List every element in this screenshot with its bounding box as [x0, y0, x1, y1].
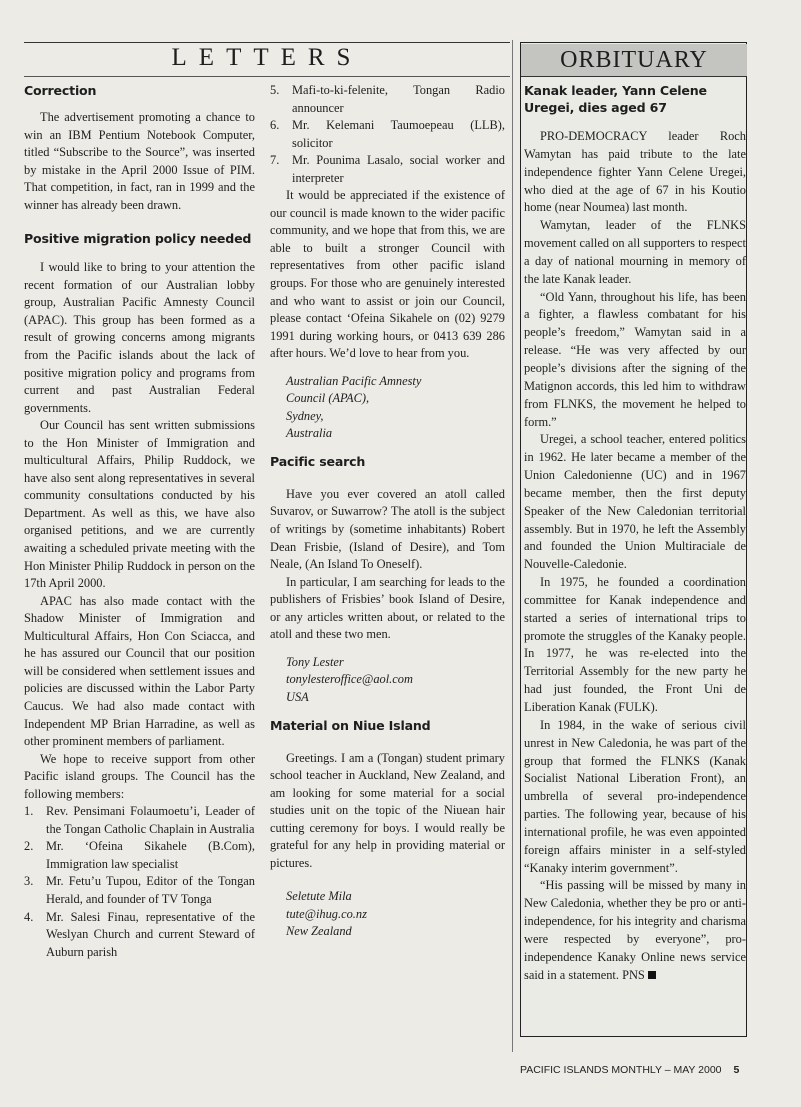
council-members-list	[24, 803, 255, 961]
page-number: 5	[733, 1064, 740, 1076]
migration-paragraph: APAC has also made contact with the Shadow Minister of Immigration and Multicultural Affairs, Hon Con Sciacca, and he has assured our Council that our position will be considered when settlement issues and policies are discussed within the Labor Party Caucus. We had also made contact with Independent MP Brian Harradine, as well as other prominent members of parliament.	[24, 593, 255, 749]
obituary-column	[524, 82, 746, 985]
top-rule	[24, 42, 510, 43]
pacific-search-paragraph: Have you ever covered an atoll called Suvarov, or Suwarrow? The atoll is the subject of writings by (sometime inhabitants) Robert Dean Frisbie, (Island of Desire), and Tom Neale, (An Island To Oneself).	[270, 486, 505, 572]
member-list-item: 2. Mr. ‘Ofeina Sikahele (B.Com), Immigration law specialist	[24, 839, 255, 871]
letters-left-column	[24, 82, 255, 961]
pacific-search-paragraph: In particular, I am searching for leads to the publishers of Frisbies’ book Island of Desire, or any articles written about, or related to the atoll and these two men.	[270, 574, 505, 642]
column-divider	[512, 40, 513, 1052]
correction-body: The advertisement promoting a chance to win an IBM Pentium Notebook Computer, titled “Subscribe to the Source”, was inserted by mistake in the April 2000 Issue of PIM. That competition, in fact, ran in 1999 and the winner has already been drawn.	[24, 110, 255, 212]
obituary-paragraph: PRO-DEMOCRACY leader Roch Wamytan has paid tribute to the late independence fighter Yann Celene Uregei, who died at the age of 67 in his Koutio home (near Noumea) last month.	[524, 129, 746, 215]
member-list-item: 4. Mr. Salesi Finau, representative of the Weslyan Church and current Steward of Auburn parish	[24, 909, 255, 959]
member-list-item: 5. Mafi-to-ki-felenite, Tongan Radio announcer	[270, 83, 505, 115]
migration-paragraph: We hope to receive support from other Pacific island groups. The Council has the following members:	[24, 751, 255, 801]
council-members-list-continued	[270, 82, 505, 187]
correction-heading: Correction	[24, 83, 97, 98]
migration-paragraph: Our Council has sent written submissions to the Hon Minister of Immigration and multicultural Affairs, Philip Ruddock, we have also sent along representatives in several community consultations conducted by his Department. As well as this, we have also organised petitions, and we are currently awaiting a scheduled private meeting with the Hon Minister Philip Ruddock in person on the 17th April 2000.	[24, 418, 255, 591]
migration-heading: Positive migration policy needed	[24, 231, 252, 247]
letters-middle-column	[270, 82, 505, 941]
niue-paragraph: Greetings. I am a (Tongan) student primary school teacher in Auckland, New Zealand, and am looking for some material for a social studies unit on the topic of the Niuean hair cutting ceremony for boys. I would really be grateful for any help in providing material or pictures.	[270, 750, 505, 870]
obituary-paragraph: In 1984, in the wake of serious civil unrest in New Caledonia, he was part of the group that formed the FLNKS (Kanak Socialist National Liberation Front), an umbrella of several pro-independence parties. The following year, because of his international profile, he was even appointed foreign affairs minister in a self-styled “Kanaky interim government”.	[524, 717, 746, 875]
end-mark-icon	[648, 971, 656, 979]
obituary-paragraph: Uregei, a school teacher, entered politics in 1962. He later became a member of the Union Caledonienne (UC) and in 1967 became member, then the first deputy Speaker of the New Caledonian territorial assembly. But in 1970, he left the Assembly and founded the Union Multiraciale de Nouvelle-Caledonie.	[524, 432, 746, 572]
letters-section-title: LETTERS	[171, 44, 363, 71]
obituary-last-paragraph-text: “His passing will be missed by many in New Caledonia, whether they be pro or anti-independence, for his integrity and charisma were respected by everyone”, pro-independence Kanaky Online news service said in a statement. PNS	[524, 878, 746, 982]
migration-paragraph: It would be appreciated if the existence of our council is made known to the wider pacific community, and we hope that from this, we are able to built a stronger Council with representatives from other pacific island groups. For those who are genuinely interested and who want to assist or join our Council, please contact ‘Ofeina Sikahele on (02) 9279 1991 during working hours, or 0413 639 286 after hours. We’d love to hear from you.	[270, 188, 505, 361]
member-list-item: 1. Rev. Pensimani Folaumoetu’i, Leader of the Tongan Catholic Chaplain in Australia	[24, 804, 255, 836]
obituary-paragraph	[524, 877, 746, 984]
obituary-paragraph: In 1975, he founded a coordination committee for Kanak independence and started a series of international trips to promote the struggles of the Kanaky people. In 1977, he was re-elected into the Territorial Assembly for the new party he had just founded, the Front Uni de Liberation Kanak (FULK).	[524, 575, 746, 714]
pacific-search-heading: Pacific search	[270, 453, 366, 469]
obituary-paragraph: “Old Yann, throughout his life, has been a fighter, a flawless combatant for his people’s freedom,” Wamytan said in a release. “He was very affected by our people’s divisions after the signing of the Matignon accords, this led him to withdraw from FLNKS, the movement he helped to form.”	[524, 289, 746, 429]
obituary-paragraph: Wamytan, leader of the FLNKS movement called on all supporters to respect a day of national mourning in memory of the late Kanak leader.	[524, 218, 746, 286]
member-list-item: 6. Mr. Kelemani Taumoepeau (LLB), solicitor	[270, 118, 505, 150]
obituary-title: ORBITUARY	[521, 44, 747, 77]
migration-paragraph: I would like to bring to your attention the recent formation of our Australian lobby group, Australian Pacific Amnesty Council (APAC). This group has been formed as a result of growing concerns among migrants from the Pacific islands about the lack of positive migration policy and programs from current and past Australian Federal governments.	[24, 260, 255, 415]
obituary-heading: Kanak leader, Yann Celene Uregei, dies aged 67	[524, 83, 707, 115]
niue-heading: Material on Niue Island	[270, 717, 431, 733]
seletute-signature: Seletute Mila tute@ihug.co.nz New Zealand	[286, 889, 367, 939]
member-list-item: 7. Mr. Pounima Lasalo, social worker and interpreter	[270, 153, 505, 185]
member-list-item: 3. Mr. Fetu’u Tupou, Editor of the Tongan Herald, and founder of TV Tonga	[24, 874, 255, 906]
page-footer	[520, 1064, 760, 1076]
letters-title-rule	[24, 76, 510, 77]
tony-lester-signature: Tony Lester tonylesteroffice@aol.com USA	[286, 654, 413, 704]
publication-line: PACIFIC ISLANDS MONTHLY – MAY 2000	[520, 1064, 722, 1076]
apac-signature: Australian Pacific Amnesty Council (APAC), Sydney, Australia	[286, 373, 422, 441]
